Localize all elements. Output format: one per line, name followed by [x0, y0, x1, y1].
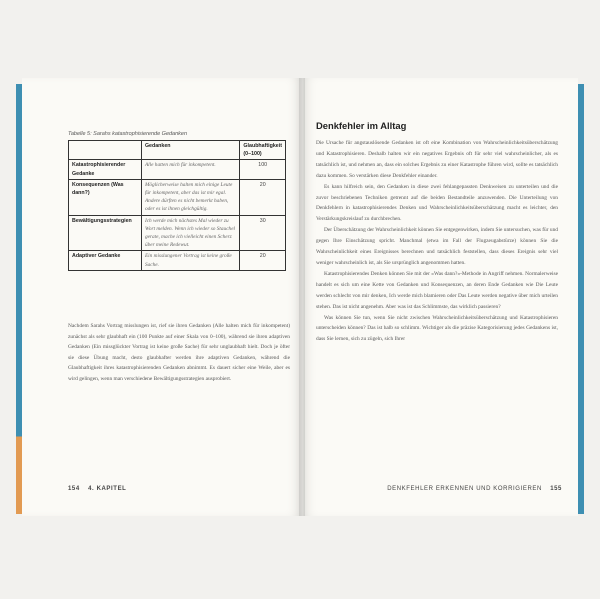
left-page-number: 154 — [68, 486, 80, 492]
row-label: Bewältigungsstrategien — [69, 215, 142, 251]
row-label: Katastrophisierender Gedanke — [69, 160, 142, 179]
table-row — [69, 160, 286, 179]
table-header-row — [69, 141, 286, 160]
right-page — [302, 78, 578, 516]
row-thought: Ich werde mich nächstes Mal wieder zu Wort melden. Wenn ich wieder so Stauchel gerate, mache ich vielleicht einen Scherz über meine Redewut. — [141, 215, 239, 251]
row-label: Adaptiver Gedanke — [69, 251, 142, 270]
section-heading: Denkfehler im Alltag — [316, 120, 407, 131]
running-head: DENKFEHLER ERKENNEN UND KORRIGIEREN — [387, 486, 542, 492]
table-header-cell — [69, 141, 142, 160]
right-body-text — [316, 138, 558, 345]
table-row — [69, 251, 286, 270]
paragraph: Es kann hilfreich sein, den Gedanken in diese zwei fehlangepassten Denkweisen zu unterteilen und die zuvor beschriebenen Techniken getrennt auf die beiden Bestandteile anzuwenden. Die Unterteilung von Denkfehlern in katastrophisierendes Denken und Wahrscheinlichkeitsüberschätzung macht es leichter, den Verstärkungskreislauf zu durchbrechen. — [316, 183, 558, 223]
row-thought: Alle hatten mich für inkompetent. — [141, 160, 239, 179]
left-body-text: Nachdem Sarahs Vortrag misslungen ist, rief sie ihren Gedanken (Alle halten mich für inkompetent) zunächst als sehr glaubhaft ein (100 Punkte auf einer Skala von 0–100), während sie ihren adaptiven Gedanken (Ein missglückter Vortrag ist keine große Sache) für sehr unglaubhaft hielt. Doch je öfter sie diese Übung macht, desto glaubhafter werden ihre adaptiven Gedanken, während die Glaubhaftigkeit ihres katastrophisierenden Gedanken abnimmt. Es dauert sicher eine Weile, aber es wird gelingen, wenn man verschiedene Bewältigungsstrategien ausprobiert. — [68, 323, 290, 382]
thoughts-table — [68, 140, 286, 271]
table-row — [69, 179, 286, 215]
chapter-label: 4. KAPITEL — [88, 486, 127, 492]
paragraph: Katastrophisierendes Denken können Sie mit der »Was dann?«-Methode in Angriff nehmen. Normalerweise handelt es sich um eine Kette von Gedanken und Konsequenzen, an deren Ende Gedanken wie Die Leute werden schlecht von mir denken, Ich werde mich blamieren oder Das Leute werden negative über mich urteilen stehen. Das ist nicht angenehm. Aber was ist das Schlimmste, das wirklich passieren? — [316, 270, 558, 310]
right-page-number: 155 — [550, 486, 562, 492]
paragraph: Der Überschätzung der Wahrscheinlichkeit können Sie entgegenwirken, indem Sie untersuchen, was für und gegen Ihre Einschätzung spricht. Manchmal (etwa im Fall der Flugzeugabstürze) können Sie die Wahrscheinlichkeit eines Ereignisses berechnen und tatsächlich feststellen, dass dieses Ereignis sehr viel weniger wahrscheinlich ist, als Sie ursprünglich angenommen hatten. — [316, 227, 558, 266]
row-rating: 100 — [240, 160, 286, 179]
row-thought: Ein misslungener Vortrag ist keine große Sache. — [141, 251, 239, 270]
left-folio — [68, 486, 126, 492]
row-label: Konsequenzen (Was dann?) — [69, 179, 142, 215]
row-thought: Möglicherweise halten mich einige Leute für inkompetent, aber das ist mir egal. Andere dürften es nicht bemerkt haben, oder es ist ihnen gleichgültig. — [141, 179, 239, 215]
book-gutter — [299, 78, 305, 516]
table-caption: Tabelle 5: Sarahs katastrophisierende Gedanken — [68, 131, 188, 137]
row-rating: 20 — [240, 179, 286, 215]
open-book — [16, 78, 584, 516]
table-header-cell: Glaubhaftigkeit (0–100) — [240, 141, 286, 160]
paragraph: Die Ursache für angstauslösende Gedanken ist oft eine Kombination von Wahrscheinlichkeitsüberschätzung und Katastrophisieren. Deshalb halten wir ein negatives Ergebnis oft für sehr viel wahrscheinlicher, als es tatsächlich ist, und nehmen an, dass ein solches Ergebnis zu einer Katastrophe führen wird, sollte es tatsächlich dazu kommen. So verstärken diese Denkfehler einander. — [316, 140, 558, 179]
paragraph: Was können Sie tun, wenn Sie nicht zwischen Wahrscheinlichkeitsüberschätzung und Katastrophisieren unterscheiden können? Das ist halb so schlimm. Wichtiger als die präzise Kategorisierung jedes Gedankens ist, dass Sie lernen, sich zu zügeln, sich Ihrer — [316, 314, 558, 343]
row-rating: 30 — [240, 215, 286, 251]
right-folio — [387, 486, 562, 492]
row-rating: 20 — [240, 251, 286, 270]
table-row — [69, 215, 286, 251]
left-page — [22, 78, 302, 516]
table-header-cell: Gedanken — [141, 141, 239, 160]
